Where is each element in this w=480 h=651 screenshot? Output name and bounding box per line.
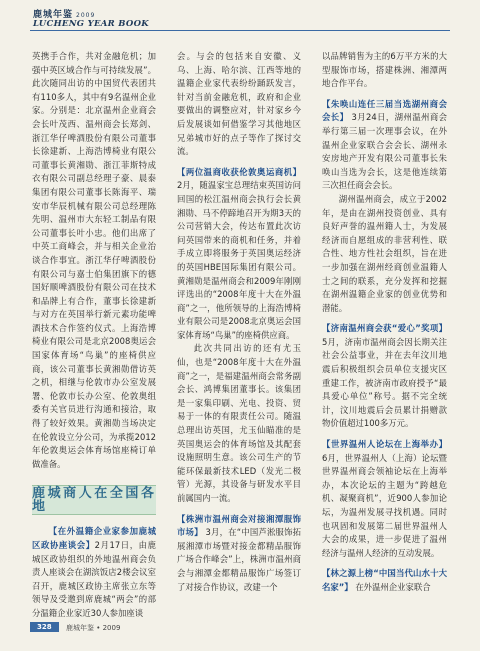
text-column-2 [177,50,301,610]
header-divider [30,30,450,31]
article [322,98,447,193]
article [322,322,447,431]
paragraph: 湖州温州商会，成立于2002年，是由在湖州投资创业、具有良好声誉的温州籍人士，为发展经济而自愿组成的非营利性、联合性、地方性社会组织，旨在进一步加强在湖州经商创业温籍人士之间的联系，充分发挥和挖掘在湖州温籍企业家的创业优势和潜能。 [322,193,447,313]
paragraph: 以品牌销售为主的6万平方米的大型服饰市场，搭建株洲、湘潭两地合作平台。 [322,51,447,89]
article-heading: 【林之源上榜“中国当代山水十大名家”】 [322,568,447,592]
article-body: 5月，济南市温州商会因长期关注社会公益事业，并在去年汶川地震后积极组织会员单位支援灾区重建工作，被济南市政府授予“最具爱心单位”称号。据不完全统计，汶川地震后会员累计捐赠款物价值超过100多万元。 [322,336,447,429]
text-column-1 [32,50,156,618]
page-number: 328 [30,622,59,632]
paragraph: 英携手合作，共对金融危机；加强中英区域合作与可持续发展”。此次随同出访的中国贸代表团共有110多人，其中有9名温州企业家。分别是：北京温州企业商会会长叶茂西、温州商会长郑剑、浙江华仔啤酒股份有限公司董事长徐建新、上海浩博椅业有限公司董事长黄湘勋、浙江菲斯特成衣有限公司副总经理子豪、晨泰集团有限公司董事长陈海平、瑞安市华辰机械有限公司总经理陈先明、温州市大东轻工制品有限公司董事长叶小忠。他们出席了中英工商峰会，并与相关企业治谈合作事宜。浙江华仔啤酒股份有限公司与嘉士伯集团旗下的德国好顺啤酒股份有限公司在技术和品牌上有合作，董事长徐建新与对方在英国举行新元素功能啤酒技术合作签约仪式。上海浩博椅业有限公司是北京2008奥运会国家体育场“鸟巢”的座椅供应商，该公司董事长黄湘勋借访英之机，相继与伦敦市办公室发展署、伦敦市长办公室、伦敦奥组委有关官员进行沟通和接洽，取得了较好效果。黄湘勋当场决定在伦敦设立分公司，为承揽2012年伦敦奥运会体育场馆座椅订单做准备。 [32,51,156,469]
paragraph: 此次共同出访的还有尤玉仙，也是“2008年度十大在外温商”之一，是福建温州商会常务副会长、鸿博集团董事长。该集团是一家集印刷、光电、投资、贸易于一体的有限责任公司。随温总理出访英国，尤玉仙瞄准的是英国奥运会的体育场馆及其配套设施照明生意。该公司生产的节能环保最新技术LED（发光二极管）光源，其设备与研发水平目前属国内一流。 [177,343,301,503]
article-body: 6月，世界温州人（上海）论坛暨世界温州商会领袖论坛在上海举办，本次论坛的主题为“跨越危机、凝聚商机”，近900人参加论坛，为温州发展寻找机遇。同时也巩固和发展第二届世界温州人大会的成果，进一步促进了温州经济与温州人经济的互动发展。 [322,452,447,558]
article-heading: 【株洲市温州商会对接湘潭服饰市场】 [177,513,301,538]
header-title-text: 鹿城年鉴 [33,10,74,20]
article-heading: 【世界温州人论坛在上海举办】 [322,439,447,450]
page-footer [30,620,450,638]
article-heading: 【在外温籍企业家参加鹿城区政协座谈会】 [32,526,156,550]
article [32,525,156,620]
article-body: 在外温州企业家联合 [355,581,431,592]
article [322,438,447,560]
paragraph: 会。与会的包括来自安徽、义乌、上海、哈尔滨、江西等地的温籍企业家代表纷纷踊跃发言，针对当前金融危机，政府和企业要做出的调整应对，针对家乡今后发展谈如何借鉴学习其他地区兄弟城市好的点子等作了探讨交流。 [177,51,301,157]
article [177,513,301,595]
article-heading: 【济南温州商会获“爱心”奖项】 [322,323,447,334]
running-header-subtitle: LUCHENG YEAR BOOK [33,19,149,29]
article-heading: 【朱唤山连任三届当选湖州商会会长】 [322,98,447,123]
article-body: 3月，在“中国芦淞服饰拓展湘潭市场暨对接金都精品服饰广场合作峰会”上，株洲市温州商会与湘潭金都精品服饰广场签订了对接合作协议，改建一个 [177,527,302,592]
article-heading: 【两位温商收获伦敦奥运商机】 [177,166,301,177]
text-column-3 [322,50,447,610]
article [177,166,301,343]
section-banner: 鹿城商人在全国各地 [32,485,156,515]
article-body: 3月24日，湖州温州商会举行第三届一次理事会议，在外温州企业家联合会会长、湖州永安房地产开发有限公司董事长朱唤山当选为会长，这是他连续第三次担任商会会长。 [322,112,447,191]
article-body: 2月，随温家宝总理结束英国访问回国的松江温州商会执行会长黄湘勋、马不停蹄地召开为期3天的公司营销大会，传达布置此次访问英国带来的商机和任务，并着手成立即将服务于英国奥运经济的英国HBE国际集团有限公司。黄湘勋是温州商会和2009年刚刚评选出的“2008年度十大在外温商”之一，他所领导的上海浩博椅业有限公司是2008北京奥运会国家体育场“鸟巢”的座椅供应商。 [177,180,301,340]
article [322,567,447,594]
header-year: 2009 [76,12,96,19]
footer-publication: 鹿城年鉴 • 2009 [66,624,121,632]
article-body: 2月17日，由鹿城区政协组织的外地温州商会负责人座谈会在湖滨饭店2楼会议室召开，鹿城区政协主席张立东等领导及受邀到席鹿城“两会”的部分温籍企业家近30人参加座谈 [32,540,156,618]
